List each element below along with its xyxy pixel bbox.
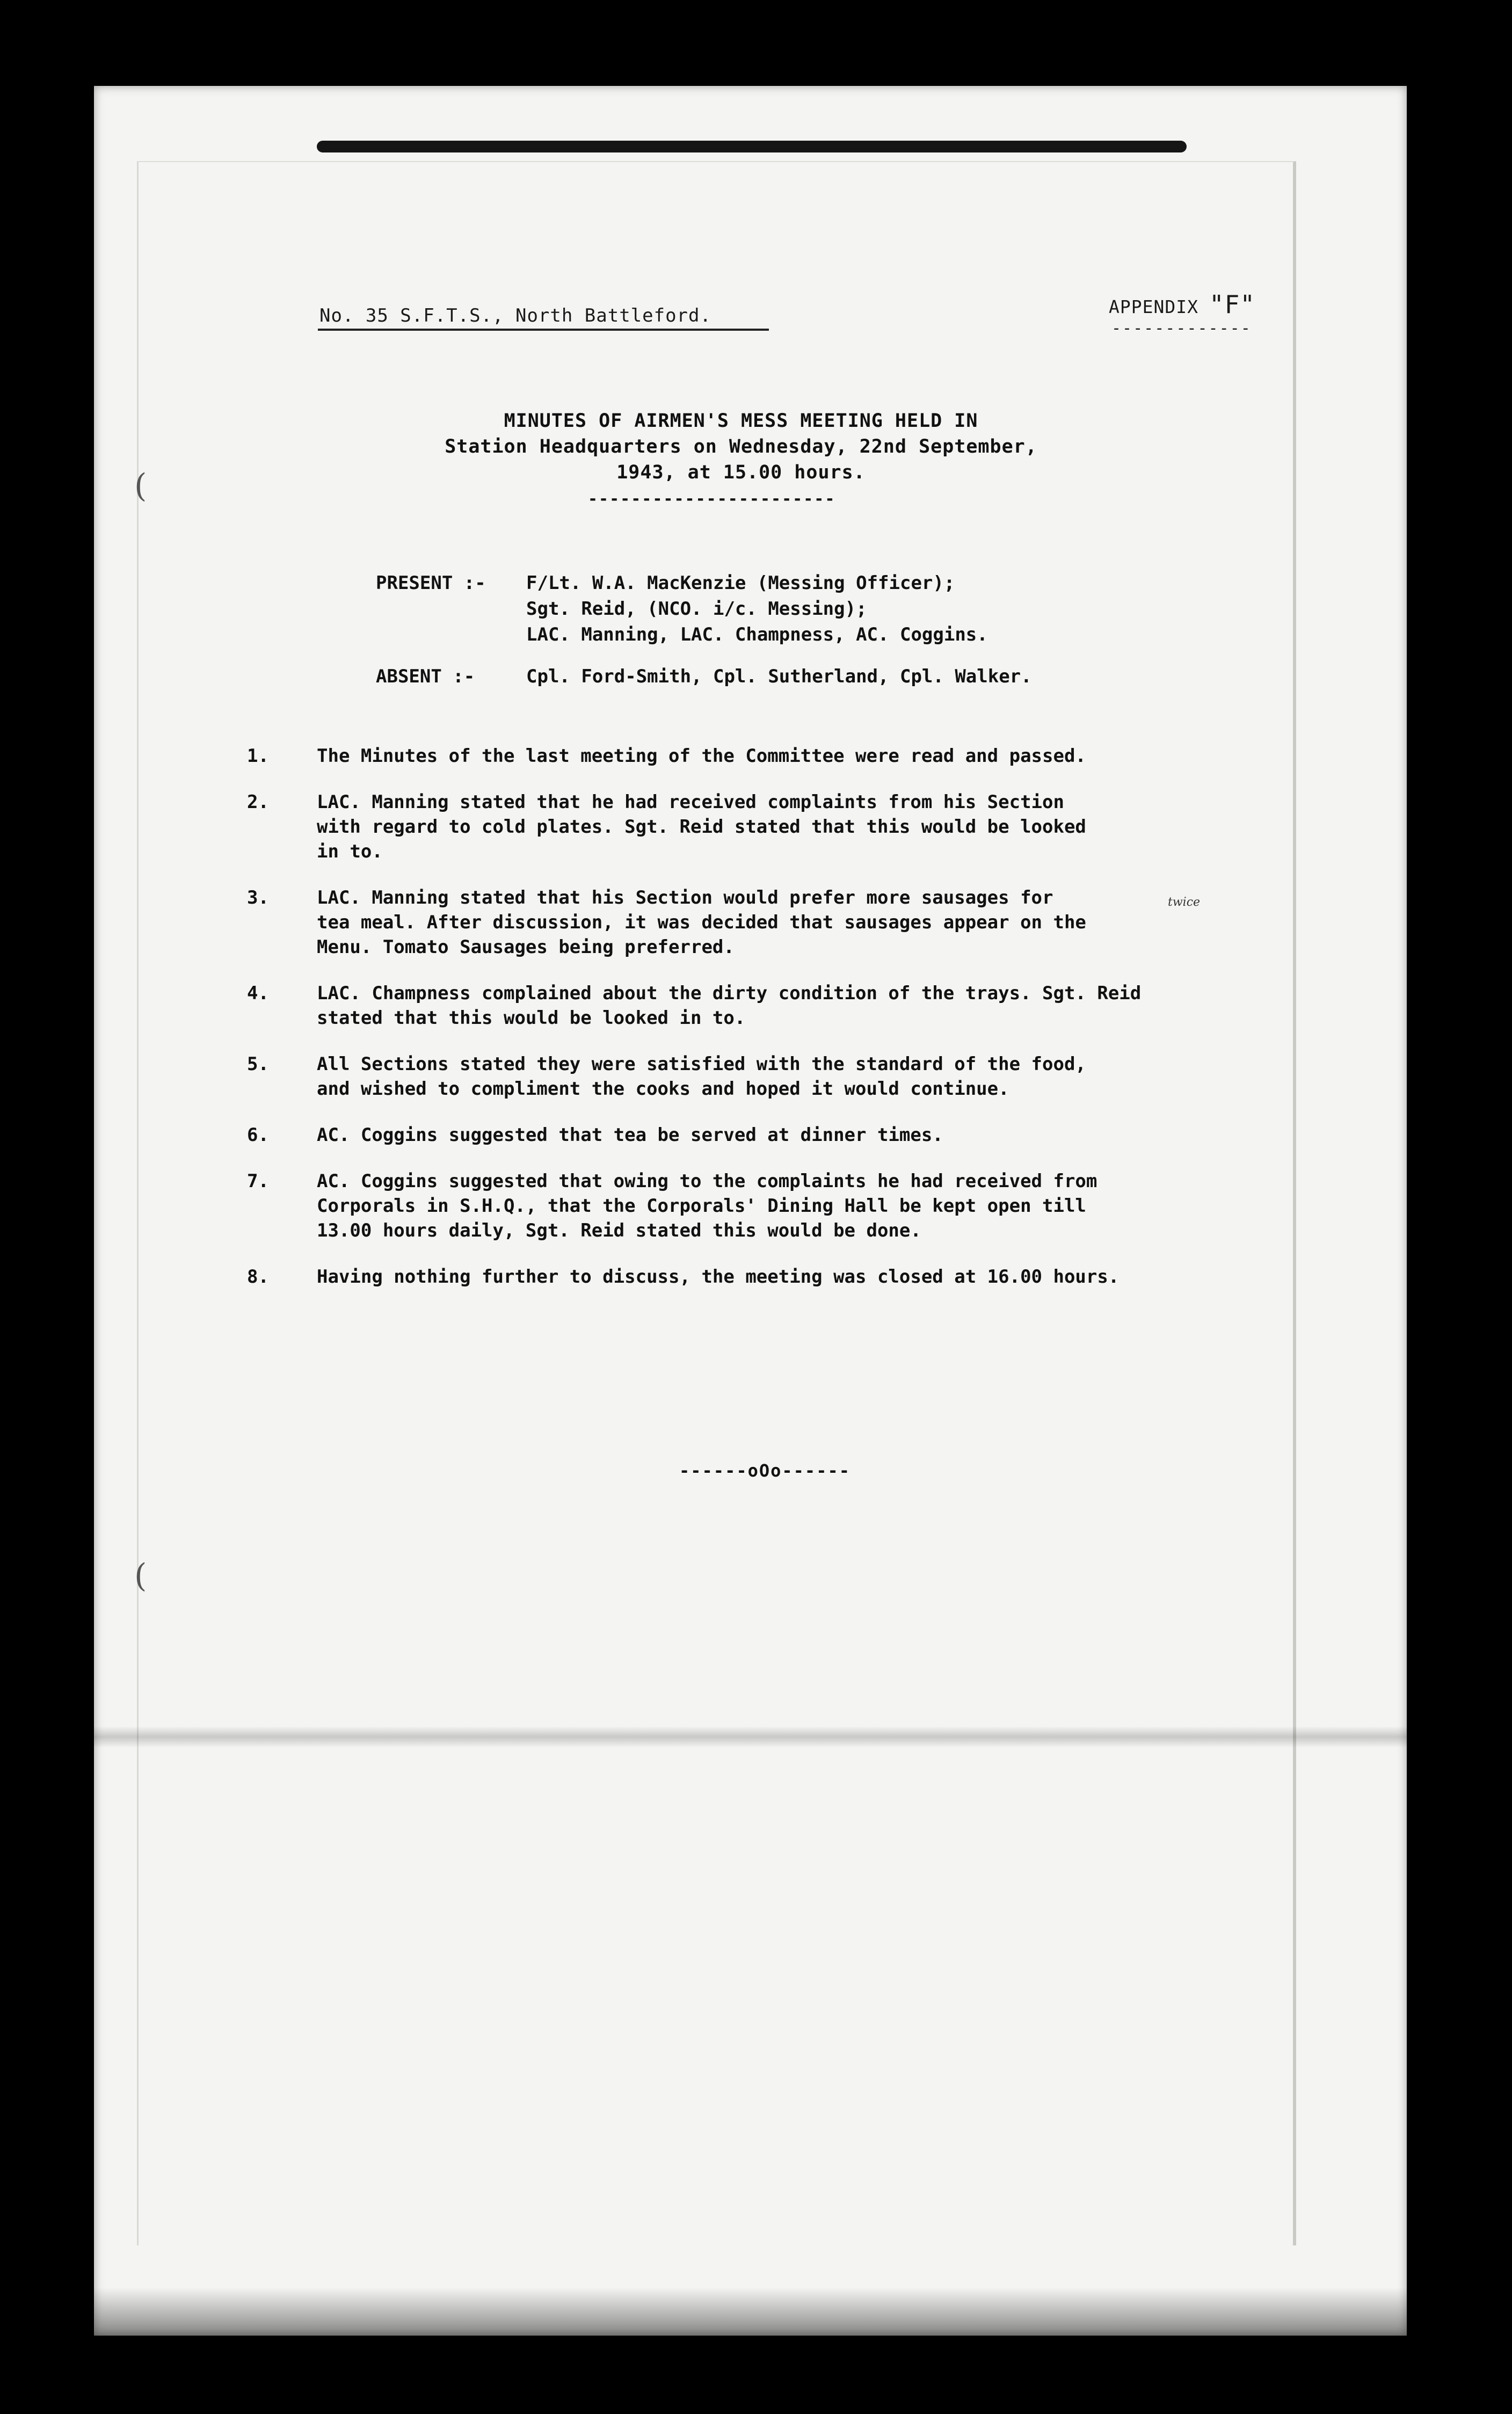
appendix-word: APPENDIX	[1109, 296, 1198, 317]
item-line: with regard to cold plates. Sgt. Reid stated that this would be looked	[317, 816, 1086, 838]
margin-mark: (	[134, 1557, 147, 1595]
minute-item-8	[247, 1264, 1321, 1289]
title-line-3: 1943, at 15.00 hours.	[616, 462, 866, 483]
item-text	[317, 885, 1294, 959]
item-number: 7.	[247, 1170, 269, 1192]
item-number: 5.	[247, 1053, 269, 1075]
top-clip-bar	[317, 141, 1187, 152]
minute-item-6	[247, 1123, 1321, 1147]
item-line: and wished to compliment the cooks and hoped it would continue.	[317, 1078, 1009, 1100]
appendix-letter: "F"	[1209, 290, 1256, 319]
minute-item-2	[247, 790, 1321, 864]
minute-item-7	[247, 1169, 1321, 1243]
fold-line	[94, 1726, 1407, 1748]
item-text	[317, 1169, 1294, 1243]
item-number: 4.	[247, 983, 269, 1004]
document-title	[424, 408, 1058, 485]
item-text	[317, 1052, 1294, 1101]
minutes-items	[247, 744, 1321, 1311]
title-line-1: MINUTES OF AIRMEN'S MESS MEETING HELD IN	[504, 410, 978, 432]
item-line: tea meal. After discussion, it was decided that sausages appear on the	[317, 912, 1086, 933]
item-line: LAC. Manning stated that his Section would prefer more sausages for	[317, 887, 1053, 908]
item-number: 8.	[247, 1266, 269, 1288]
item-line: AC. Coggins suggested that owing to the complaints he had received from	[317, 1170, 1097, 1192]
margin-mark: (	[134, 467, 147, 505]
item-line: Having nothing further to discuss, the meeting was closed at 16.00 hours.	[317, 1266, 1120, 1288]
item-text	[317, 790, 1294, 864]
item-number: 3.	[247, 887, 269, 908]
minute-item-1	[247, 744, 1321, 768]
present-line: Sgt. Reid, (NCO. i/c. Messing);	[526, 598, 867, 620]
handwritten-insert: twice	[1168, 896, 1201, 909]
present-line: LAC. Manning, LAC. Champness, AC. Coggins.	[526, 624, 988, 645]
absent-row	[376, 664, 1032, 689]
minute-item-4	[247, 981, 1321, 1030]
item-text	[317, 1264, 1294, 1289]
title-line-2: Station Headquarters on Wednesday, 22nd September,	[445, 436, 1037, 457]
appendix-label	[1109, 290, 1255, 319]
appendix-underline: -------------	[1111, 319, 1252, 338]
unit-heading: No. 35 S.F.T.S., North Battleford.	[319, 305, 711, 326]
item-line: stated that this would be looked in to.	[317, 1007, 746, 1029]
item-line: 13.00 hours daily, Sgt. Reid stated this would be done.	[317, 1220, 921, 1241]
item-text	[317, 744, 1294, 768]
item-line: Menu. Tomato Sausages being preferred.	[317, 936, 735, 958]
item-line: Corporals in S.H.Q., that the Corporals' Dining Hall be kept open till	[317, 1195, 1086, 1217]
present-line: F/Lt. W.A. MacKenzie (Messing Officer);	[526, 572, 955, 594]
absent-list	[526, 664, 1032, 689]
present-label: PRESENT :-	[376, 572, 486, 594]
item-line: The Minutes of the last meeting of the Committee were read and passed.	[317, 745, 1086, 767]
item-number: 1.	[247, 745, 269, 767]
present-list	[526, 570, 988, 648]
present-row	[376, 570, 1032, 648]
item-number: 2.	[247, 791, 269, 813]
bottom-shadow	[94, 2287, 1407, 2336]
item-line: in to.	[317, 841, 383, 862]
item-number: 6.	[247, 1124, 269, 1146]
item-line: AC. Coggins suggested that tea be served at dinner times.	[317, 1124, 943, 1146]
end-mark: ------oOo------	[679, 1460, 851, 1481]
unit-heading-underline	[318, 329, 769, 331]
minute-item-5	[247, 1052, 1321, 1101]
item-text	[317, 1123, 1294, 1147]
attendance-block	[376, 570, 1032, 689]
item-line: LAC. Manning stated that he had received complaints from his Section	[317, 791, 1064, 813]
item-line: LAC. Champness complained about the dirty condition of the trays. Sgt. Reid	[317, 983, 1142, 1004]
item-line: All Sections stated they were satisfied with the standard of the food,	[317, 1053, 1086, 1075]
title-underline: -----------------------	[588, 490, 836, 508]
item-text	[317, 981, 1294, 1030]
absent-line: Cpl. Ford-Smith, Cpl. Sutherland, Cpl. Walker.	[526, 666, 1032, 687]
minute-item-3	[247, 885, 1321, 959]
absent-label: ABSENT :-	[376, 666, 475, 687]
